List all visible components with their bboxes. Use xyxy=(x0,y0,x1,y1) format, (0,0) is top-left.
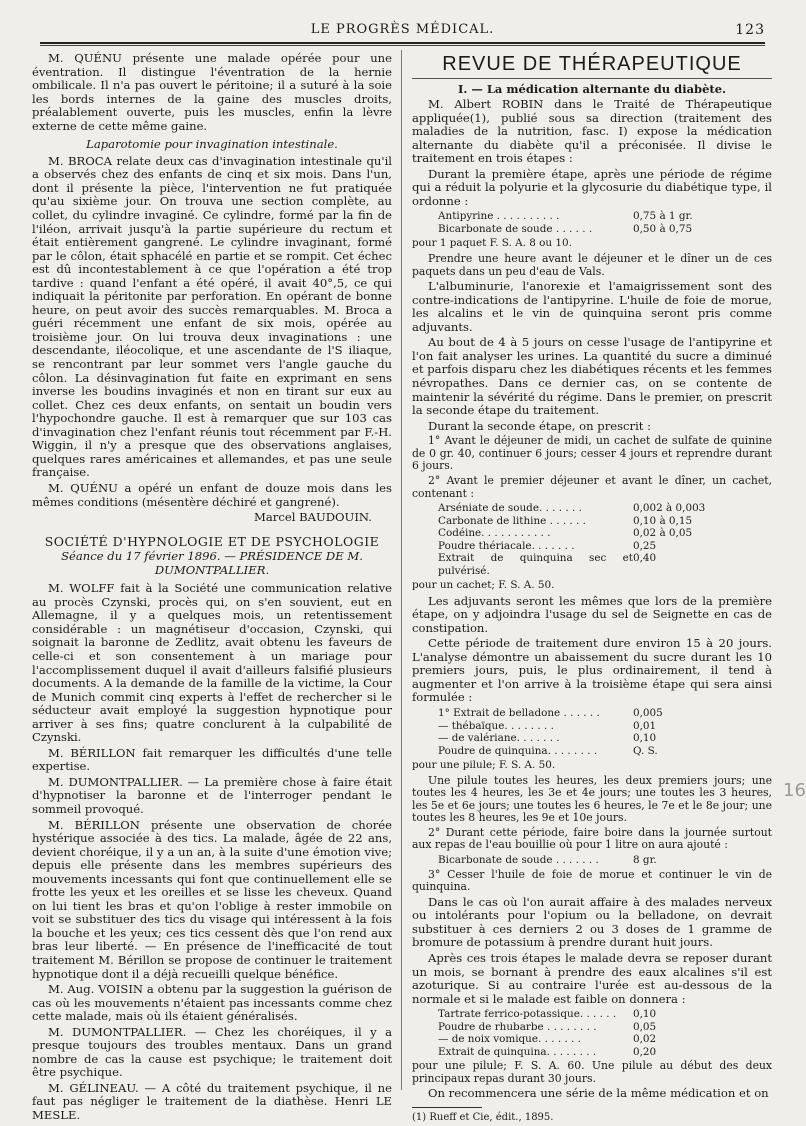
left-column xyxy=(32,52,392,1125)
prescription-4 xyxy=(438,854,772,867)
paragraph: M. DUMONTPALLIER. — Chez les choréiques, il y a presque toujours des troubles mentaux. Dans un grand nombre de cas la cause est psychique; le traitement doit être psychique. xyxy=(32,1024,392,1080)
rx-dose: 0,02 à 0,05 xyxy=(633,527,693,540)
header-rule xyxy=(40,42,765,44)
rx-item: Codéine. . . . . . . . . . . xyxy=(438,527,551,540)
prescription-5 xyxy=(438,1008,772,1058)
rx-item: Carbonate de lithine . . . . . . xyxy=(438,514,586,527)
section-title: SOCIÉTÉ D'HYPNOLOGIE ET DE PSYCHOLOGIE xyxy=(44,533,380,549)
paragraph: M. BÉRILLON présente une observation de chorée hystérique associée à des tics. La malade, âgée de 22 ans, devient choréique, il y a un an, à la suite d'une émotion vive; depuis elle présente dans les membres supérieurs des mouvements incessants qui font que continuellement elle se frotte les yeux et les oreilles et se lisse les cheveux. Quand on lui tient les bras et qu'on l'oblige à rester immobile on voit se substituer des tics du visage qui intéressent à la fois la bouche et les yeux; ces tics cessent dès que l'on rend aux bras leur liberté. — En présence de l'inefficacité de tout traitement M. Bérillon se propose de continuer le traitement hypnotique dont il a déjà recueilli quelque bénéfice. xyxy=(32,817,392,981)
subsection-title: Laparotomie pour invagination intestinale. xyxy=(86,137,338,152)
paragraph: M. QUÉNU présente une malade opérée pour une éventration. Il distingue l'éventration de la hernie ombilicale. Il n'a pas ouvert le péritoine; il a suturé à la soie les bords internes de la gaine des muscles droits, préalablement ouverte, puis les muscles, enfin la lèvre externe de cette même gaine. xyxy=(32,51,392,133)
rx-dose: Q. S. xyxy=(633,744,658,757)
paragraph: Une pilule toutes les heures, les deux premiers jours; une toutes les 4 heures, les 3e et 4e jours; une toutes les 3 heures, les 5e et 6e jours; une toutes les 6 heures, le 7e et le 8e jour; une toutes les 8 heures, les 9e et 10e jours. xyxy=(412,773,772,825)
paragraph: 2° Durant cette période, faire boire dans la journée surtout aux repas de l'eau bouillie où pour 1 litre on aura ajouté : xyxy=(412,825,772,852)
footnote: (1) Rueff et Cie, édit., 1895. xyxy=(412,1111,554,1123)
rx-item: Extrait de quinquina sec et pulvérisé. xyxy=(438,552,633,577)
prescription-1 xyxy=(438,210,772,235)
rx-dose: 0,20 xyxy=(633,1045,657,1058)
review-title: REVUE DE THÉRAPEUTIQUE xyxy=(412,58,772,79)
signature: Marcel BAUDOUIN. xyxy=(254,510,372,525)
page-number: 123 xyxy=(735,22,765,38)
rx-item: Antipyrine . . . . . . . . . . xyxy=(438,210,560,223)
prescription-2 xyxy=(438,502,772,577)
rx-item: — thébaïque. . . . . . . . xyxy=(438,719,554,732)
rx-dose: 0,005 xyxy=(633,707,663,720)
right-column xyxy=(412,52,772,1126)
prescription-row xyxy=(438,1008,772,1021)
prescription-row xyxy=(438,720,772,733)
rx-dose: 0,02 xyxy=(633,1033,657,1046)
prescription-row xyxy=(438,502,772,515)
rx-dose: 0,01 xyxy=(633,719,657,732)
prescription-row xyxy=(438,707,772,720)
paragraph: M. Albert ROBIN dans le Traité de Thérapeutique appliquée(1), publié sous sa direction (traitement des maladies de la nutrition, fasc. I) expose la médication alternante du diabète qu'il a préconisée. Il divise le traitement en trois étapes : xyxy=(412,97,772,166)
rx-item: Arséniate de soude. . . . . . . xyxy=(438,502,582,515)
rx-item: Poudre de quinquina. . . . . . . . xyxy=(438,744,598,757)
rx-item: — de valériane. . . . . . . xyxy=(438,732,560,745)
rx-item: — de noix vomique. . . . . . . xyxy=(438,1033,581,1046)
paragraph: 1° Avant le déjeuner de midi, un cachet de sulfate de quinine de 0 gr. 40, continuer 6 jours; cesser 4 jours et reprendre durant 6 jours. xyxy=(412,434,772,473)
paragraph: Au bout de 4 à 5 jours on cesse l'usage de l'antipyrine et l'on fait analyser les urines. La quantité du sucre a diminué et parfois disparu chez les diabétiques récents et les femmes névropathes. Dans ce dernier cas, on se contente de maintenir la sévérité du régime. Dans le premier, on prescrit la seconde étape du traitement. xyxy=(412,335,772,418)
rx-dose: 0,10 xyxy=(633,732,657,745)
prescription-note: pour une pilule; F. S. A. 50. xyxy=(412,759,556,772)
paragraph: 2° Avant le premier déjeuner et avant le dîner, un cachet, contenant : xyxy=(412,473,772,500)
rx-dose: 0,40 xyxy=(633,552,657,565)
paragraph: L'albuminurie, l'anorexie et l'amaigrissement sont des contre-indications de l'antipyrine. L'huile de foie de morue, les alcalins et le vin de quinquina seront pris comme adjuvants. xyxy=(412,279,772,334)
prescription-row xyxy=(438,515,772,528)
rx-dose: 8 gr. xyxy=(633,854,657,867)
rx-dose: 0,05 xyxy=(633,1020,657,1033)
paragraph: Les adjuvants seront les mêmes que lors de la première étape, on y adjoindra l'usage du sel de Seignette en cas de constipation. xyxy=(412,593,772,635)
paragraph: M. WOLFF fait à la Société une communication relative au procès Czynski, procès qui, on s'en souvient, eut en Allemagne, il y a quelques mois, un retentissement considérable : un magnétiseur d'occasion, Czynski, qui soignait la baronne de Zedlitz, avait obtenu les faveurs de celle-ci et son consentement à un mariage pour l'accomplissement duquel il avait d'ailleurs falsifié plusieurs documents. A la demande de la famille de la victime, la Cour de Munich commit cinq experts à l'effet de rechercher si le séducteur avait employé la suggestion hypnotique pour arriver à ses fins; quatre conclurent à la culpabilité de Czynski. xyxy=(32,581,392,745)
rx-dose: 0,25 xyxy=(633,539,657,552)
paragraph: Cette période de traitement dure environ 15 à 20 jours. L'analyse démontre un abaissement du sucre durant les 10 premiers jours, puis, le plus ordinairement, il tend à augmenter et l'on arrive à la troisième étape qui sera ainsi formulée : xyxy=(412,636,772,705)
rx-dose: 0,75 à 1 gr. xyxy=(633,210,693,223)
prescription-row xyxy=(438,210,772,223)
running-header xyxy=(40,22,765,42)
prescription-row xyxy=(438,527,772,540)
prescription-3 xyxy=(438,707,772,757)
prescription-row xyxy=(438,552,772,577)
paragraph: M. GÉLINEAU. — A côté du traitement psychique, il ne faut pas négliger le traitement de la diathèse. Henri LE MESLE. xyxy=(32,1080,392,1123)
footnote-rule xyxy=(412,1107,482,1108)
rx-dose: 0,50 à 0,75 xyxy=(633,222,693,235)
paragraph: M. DUMONTPALLIER. — La première chose à faire était d'hypnotiser la baronne et de l'interroger pendant le sommeil provoqué. xyxy=(32,774,392,816)
rx-dose: 0,002 à 0,003 xyxy=(633,502,706,515)
prescription-row xyxy=(438,732,772,745)
paragraph: M. QUÉNU a opéré un enfant de douze mois dans les mêmes conditions (mésentère déchiré et gangrené). xyxy=(32,480,392,509)
rx-item: Bicarbonate de soude . . . . . . . xyxy=(438,854,599,867)
rx-item: Extrait de quinquina. . . . . . . . xyxy=(438,1045,597,1058)
paragraph: Après ces trois étapes le malade devra se reposer durant un mois, se bornant à prendre des eaux alcalines s'il est azoturique. Si au contraire l'urée est au-dessous de la normale et si le malade est faible on donnera : xyxy=(412,950,772,1006)
prescription-note: pour un cachet; F. S. A. 50. xyxy=(412,579,555,592)
paragraph: Dans le cas où l'on aurait affaire à des malades nerveux ou intolérants pour l'opium ou la belladone, on devrait substituer à ces derniers 2 ou 3 doses de 1 gramme de bromure de potassium à prendre durant huit jours. xyxy=(412,894,772,950)
prescription-row xyxy=(438,1021,772,1034)
paragraph: Durant la première étape, après une période de régime qui a réduit la polyurie et la glycosurie du diabétique type, il ordonne : xyxy=(412,166,772,208)
session-line: Séance du 17 février 1896. — PRÉSIDENCE DE M. DUMONTPALLIER. xyxy=(61,549,363,577)
paragraph: M. BÉRILLON fait remarquer les difficultés d'une telle expertise. xyxy=(32,745,392,774)
header-rule-thin xyxy=(40,45,765,46)
rx-item: 1° Extrait de belladone . . . . . . xyxy=(438,707,600,720)
prescription-row xyxy=(438,854,772,867)
section-heading: I. — La médication alternante du diabète. xyxy=(457,81,727,96)
rx-item: Bicarbonate de soude . . . . . . xyxy=(438,222,593,235)
paragraph: M. Aug. VOISIN a obtenu par la suggestion la guérison de cas où les mouvements n'étaient pas incessants comme chez cette malade, mais où ils étaient généralisés. xyxy=(32,982,392,1024)
paragraph: On recommencera une série de la même médication et on xyxy=(428,1086,769,1101)
paragraph: Durant la seconde étape, on prescrit : xyxy=(428,418,652,433)
rx-item: Poudre thériacale. . . . . . . xyxy=(438,539,575,552)
paragraph: 3° Cesser l'huile de foie de morue et continuer le vin de quinquina. xyxy=(412,867,772,894)
prescription-row xyxy=(438,1033,772,1046)
paragraph: M. BROCA relate deux cas d'invagination intestinale qu'il a observés chez des enfants de cinq et six mois. Dans l'un, dont il présente la pièce, l'intervention ne fut pratiquée qu'au sixième jour. On trouva une section complète, au collet, du cylindre invaginé. Ce cylindre, formé par la fin de l'iléon, arrivait jusqu'à la partie supérieure du rectum et était entièrement gangrené. Le cylindre invaginant, formé par le côlon, était sphacélé en partie et se rompit. Cet échec est dû incontestablement à ce que l'opération a été trop tardive : quand l'enfant a été opéré, il avait 40°,5, ce qui indiquait la péritonite par perforation. En opérant de bonne heure, on peut avoir des succès remarquables. M. Broca a guéri récemment une enfant de six mois, opérée au troisième jour. On lui trouva deux invaginations : une descendante, iléocolique, et une ascendante de l'S iliaque, se rencontrant par leur sommet vers l'angle gauche du côlon. La désinvagination fut faite en exprimant en sens inverse les boudins invaginés et non en tirant sur eux au collet. Chez ces deux enfants, on sentait un boudin vers l'hypochondre gauche. Il est à remarquer que sur 103 cas d'invagination chez l'enfant réunis tout récemment par F.-H. Wiggin, il n'y a presque que des observations anglaises, quelques rares américaines et allemandes, et pas une seule française. xyxy=(32,153,392,480)
paragraph: pour une pilule; F. S. A. 60. Une pilule au début des deux principaux repas durant 30 jours. xyxy=(412,1059,772,1085)
handwritten-margin-mark: 16 xyxy=(783,780,806,801)
prescription-row xyxy=(438,223,772,236)
rx-dose: 0,10 xyxy=(633,1008,657,1021)
prescription-row xyxy=(438,540,772,553)
rx-dose: 0,10 à 0,15 xyxy=(633,514,693,527)
journal-title: LE PROGRÈS MÉDICAL. xyxy=(310,22,495,37)
prescription-note: pour 1 paquet F. S. A. 8 ou 10. xyxy=(412,237,572,250)
prescription-row xyxy=(438,1046,772,1059)
prescription-row xyxy=(438,745,772,758)
rx-item: Poudre de rhubarbe . . . . . . . . xyxy=(438,1020,597,1033)
paragraph: Prendre une heure avant le déjeuner et le dîner un de ces paquets dans un peu d'eau de Vals. xyxy=(412,251,772,278)
rx-item: Tartrate ferrico-potassique. . . . . . xyxy=(438,1008,617,1021)
column-separator xyxy=(401,50,402,1090)
